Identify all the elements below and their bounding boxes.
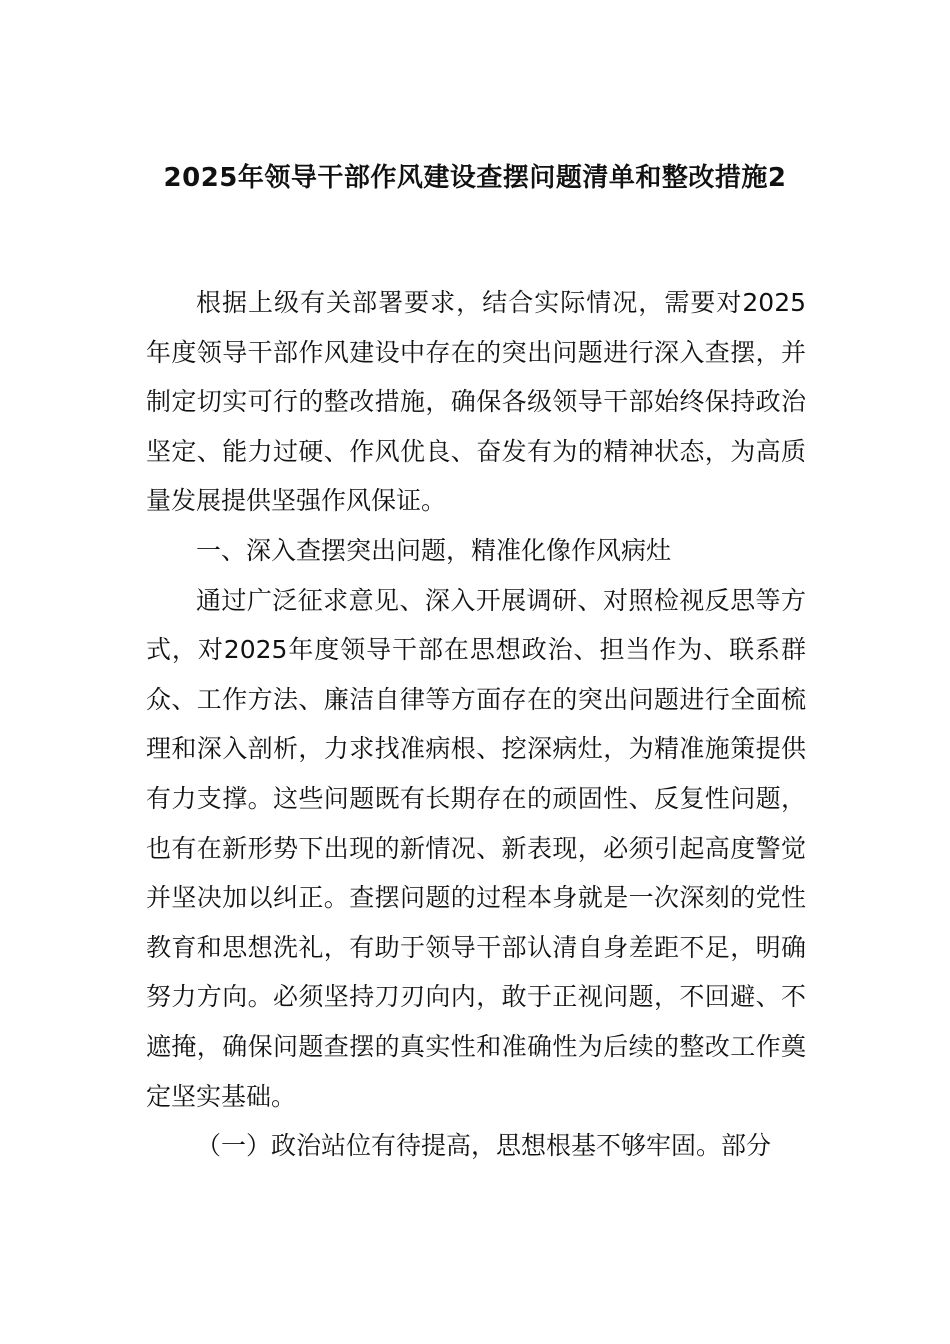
subsection-paragraph: （一）政治站位有待提高，思想根基不够牢固。部分 — [196, 1131, 772, 1161]
section-paragraph: 通过广泛征求意见、深入开展调研、对照检视反思等方式，对2025年度领导干部在思想政治、担当作为、联系群众、工作方法、廉洁自律等方面存在的突出问题进行全面梳理和深入剖析，力求找准病根、挖深病灶，为精准施策提供有力支撑。这些问题既有长期存在的顽固性、反复性问题，也有在新形势下出现的新情况、新表现，必须引起高度警觉并坚决加以纠正。查摆问题的过程本身就是一次深刻的党性教育和思想洗礼，有助于领导干部认清自身差距不足，明确努力方向。必须坚持刀刃向内，敢于正视问题，不回避、不遮掩，确保问题查摆的真实性和准确性为后续的整改工作奠定坚实基础。 — [146, 585, 806, 1111]
intro-paragraph: 根据上级有关部署要求，结合实际情况，需要对2025年度领导干部作风建设中存在的突出问题进行深入查摆，并制定切实可行的整改措施，确保各级领导干部始终保持政治坚定、能力过硬、作风优良、奋发有为的精神状态，为高质量发展提供坚强作风保证。 — [146, 288, 806, 516]
document-title: 2025年领导干部作风建设查摆问题清单和整改措施2 — [163, 163, 787, 193]
document-body — [146, 278, 806, 1171]
section-heading: 一、深入查摆突出问题，精准化像作风病灶 — [196, 535, 672, 565]
